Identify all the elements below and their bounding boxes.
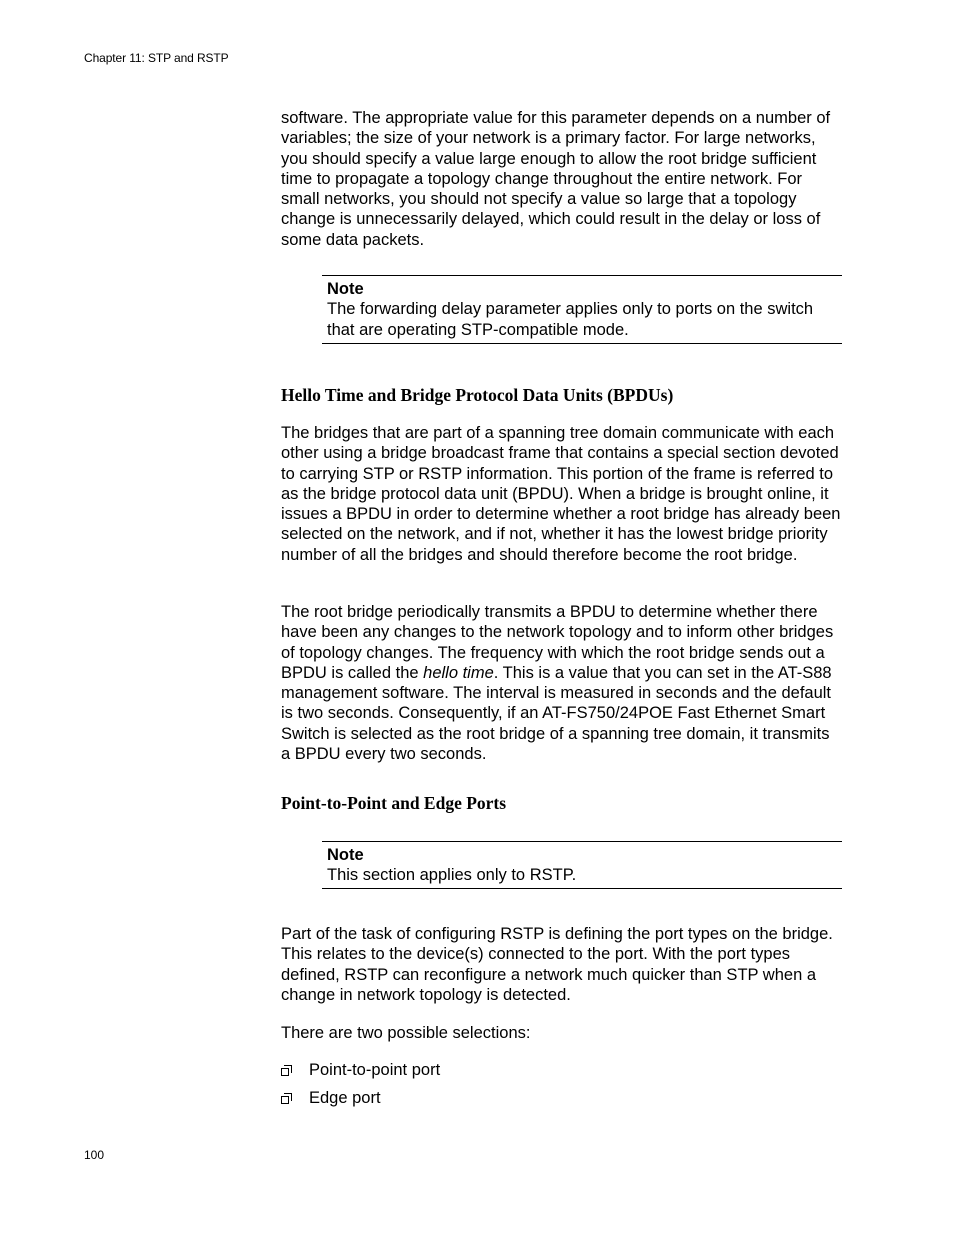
list-item-label: Edge port — [309, 1089, 381, 1107]
list-item — [281, 1060, 440, 1080]
note-title: Note — [327, 280, 364, 298]
note-box-rstp — [322, 841, 842, 889]
note-text: The forwarding delay parameter applies only to ports on the switch that are operating STP-compatible mode. — [327, 300, 814, 339]
checkbox-bullet-icon — [281, 1065, 292, 1076]
hello-time-term: hello time — [423, 663, 494, 682]
list-item-label: Point-to-point port — [309, 1061, 441, 1079]
hello-paragraph-1: The bridges that are part of a spanning tree domain communicate with each other using a bridge broadcast frame that contains a special section devoted to carrying STP or RSTP information. This portion of the frame is referred to as the bridge protocol data unit (BPDU). When a bridge is brought online, it issues a BPDU in order to determine whether a root bridge has already been selected on the network, and if not, whether it has the lowest bridge priority number of all the bridges and should therefore become the root bridge. — [281, 424, 841, 564]
running-header: Chapter 11: STP and RSTP — [84, 51, 229, 65]
checkbox-bullet-icon — [281, 1093, 292, 1104]
list-item — [281, 1088, 381, 1108]
note-title: Note — [327, 846, 364, 864]
section-heading-hello-time: Hello Time and Bridge Protocol Data Units (BPDUs) — [281, 385, 674, 405]
section-heading-point-to-point: Point-to-Point and Edge Ports — [281, 793, 507, 813]
hello-paragraph-2 — [281, 602, 843, 764]
intro-paragraph: software. The appropriate value for this parameter depends on a number of variables; the size of your network is a primary factor. For large networks, you should specify a value large enough to allow the root bridge sufficient time to propagate a topology change throughout the entire network. For small networks, you should not specify a value so large that a topology change is unnecessarily delayed, which could result in the delay or loss of some data packets. — [281, 109, 831, 249]
page-number: 100 — [84, 1148, 105, 1162]
hello-paragraph-2-part-2: . This is a value that you can set in the AT-S88 management software. The interval is measured in seconds and the default is two seconds. Consequently, if an AT-FS750/24POE Fast Ethernet Smart Switch is selected as the root bridge of a spanning tree domain, it transmits a BPDU every two seconds. — [281, 663, 832, 764]
p2p-paragraph-2: There are two possible selections: — [281, 1024, 531, 1042]
note-text: This section applies only to RSTP. — [327, 866, 577, 885]
note-box — [322, 275, 842, 344]
hello-paragraph-2-part-1: The root bridge periodically transmits a BPDU to determine whether there have been any changes to the network topology and to inform other bridges of topology changes. The frequency with which the root bridge sends out a BPDU is called the — [281, 603, 834, 682]
p2p-paragraph-1: Part of the task of configuring RSTP is defining the port types on the bridge. This relates to the device(s) connected to the port. With the port types defined, RSTP can reconfigure a network much quicker than STP when a change in network topology is detected. — [281, 925, 833, 1004]
